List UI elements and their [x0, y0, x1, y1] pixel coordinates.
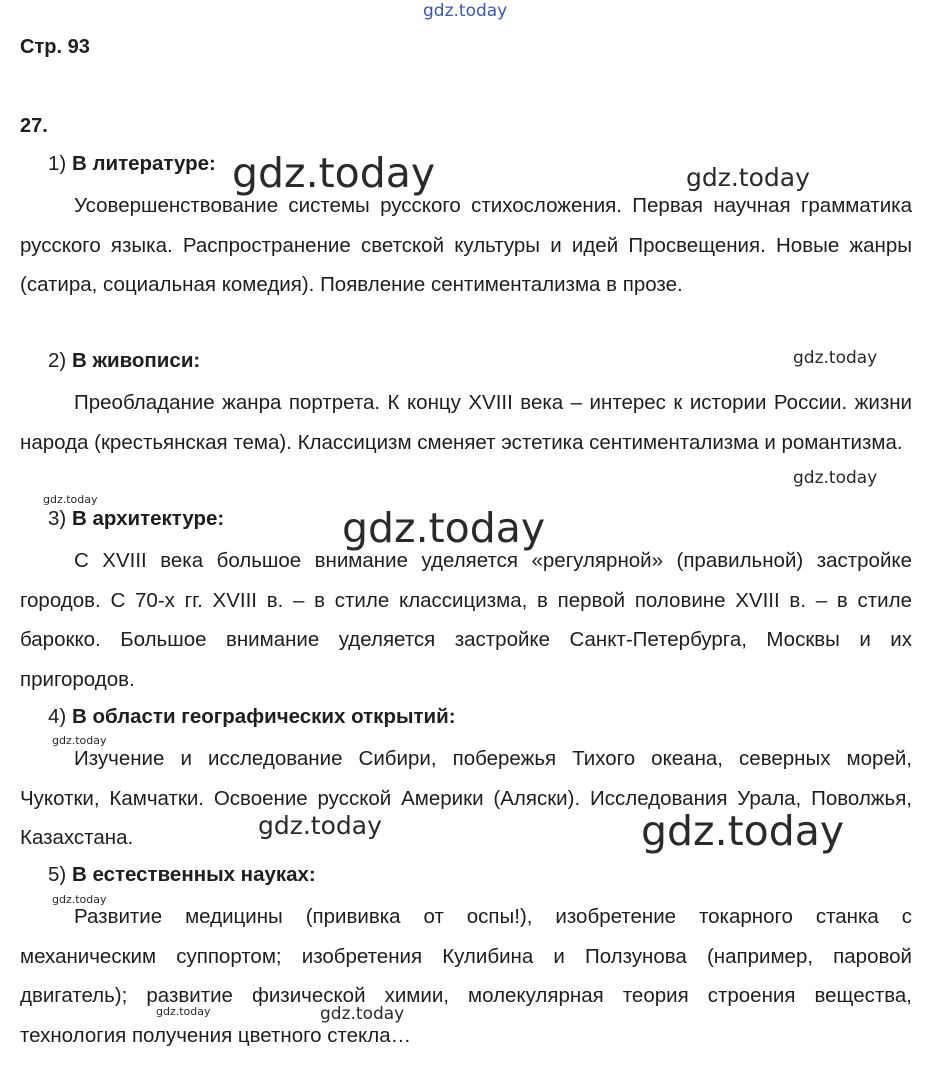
section-title: В живописи:	[71, 349, 201, 372]
section-heading	[20, 347, 912, 383]
section-text: Развитие медицины (прививка от оспы!), изобретение токарного станка с механическим суппортом; изобретения Кулибина и Ползунова (например, паровой двигатель); развитие физической химии, молекулярная теория строения вещества, технология получения цветного стекла…	[20, 905, 912, 1047]
section-text: Изучение и исследование Сибири, побережья Тихого океана, северных морей, Чукотки, Камчатки. Освоение русской Америки (Аляски). Исследования Урала, Поволжья, Казахстана.	[20, 747, 912, 850]
section-title: В естественных науках:	[71, 863, 316, 886]
section-natural-sciences	[20, 861, 912, 1055]
section-heading	[20, 703, 912, 739]
watermark: gdz.today	[232, 149, 436, 197]
section-heading	[20, 505, 912, 541]
watermark: gdz.today	[156, 1005, 211, 1018]
section-title: В области географических открытий:	[71, 705, 456, 728]
section-number: 5)	[48, 863, 67, 886]
section-text: С XVIII века большое внимание уделяется «регулярной» (правильной) застройке городов. С 70-х гг. XVIII в. – в стиле классицизма, в первой половине XVIII в. – в стиле барокко. Большое внимание уделяется застройке Санкт-Петербурга, Москвы и их пригородов.	[20, 549, 912, 691]
watermark: gdz.today	[641, 807, 845, 855]
watermark: gdz.today	[52, 893, 107, 906]
watermark: gdz.today	[793, 468, 878, 488]
section-title: В архитектуре:	[71, 507, 225, 530]
section-painting	[20, 347, 912, 462]
watermark: gdz.today	[52, 734, 107, 747]
task-number: 27.	[20, 115, 48, 137]
section-literature	[20, 150, 912, 305]
section-number: 1)	[48, 152, 67, 175]
watermark: gdz.today	[258, 811, 382, 840]
watermark: gdz.today	[793, 348, 878, 368]
section-number: 2)	[48, 349, 67, 372]
section-text: Преобладание жанра портрета. К концу XVIII века – интерес к истории России. жизни народа (крестьянская тема). Классицизм сменяет эстетика сентиментализма и романтизма.	[20, 391, 912, 454]
section-text: Усовершенствование системы русского стихосложения. Первая научная грамматика русского языка. Распространение светской культуры и идей Просвещения. Новые жанры (сатира, социальная комедия). Появление сентиментализма в прозе.	[20, 194, 912, 297]
section-geography	[20, 703, 912, 858]
section-title: В литературе:	[71, 152, 216, 175]
section-architecture	[20, 505, 912, 699]
section-number: 4)	[48, 705, 67, 728]
watermark: gdz.today	[342, 504, 546, 552]
watermark: gdz.today	[686, 163, 810, 192]
page-label: Стр. 93	[20, 36, 90, 58]
watermark-top: gdz.today	[423, 1, 508, 21]
section-number: 3)	[48, 507, 67, 530]
watermark: gdz.today	[320, 1004, 405, 1024]
watermark: gdz.today	[43, 493, 98, 506]
section-heading	[20, 861, 912, 897]
section-heading	[20, 150, 912, 186]
